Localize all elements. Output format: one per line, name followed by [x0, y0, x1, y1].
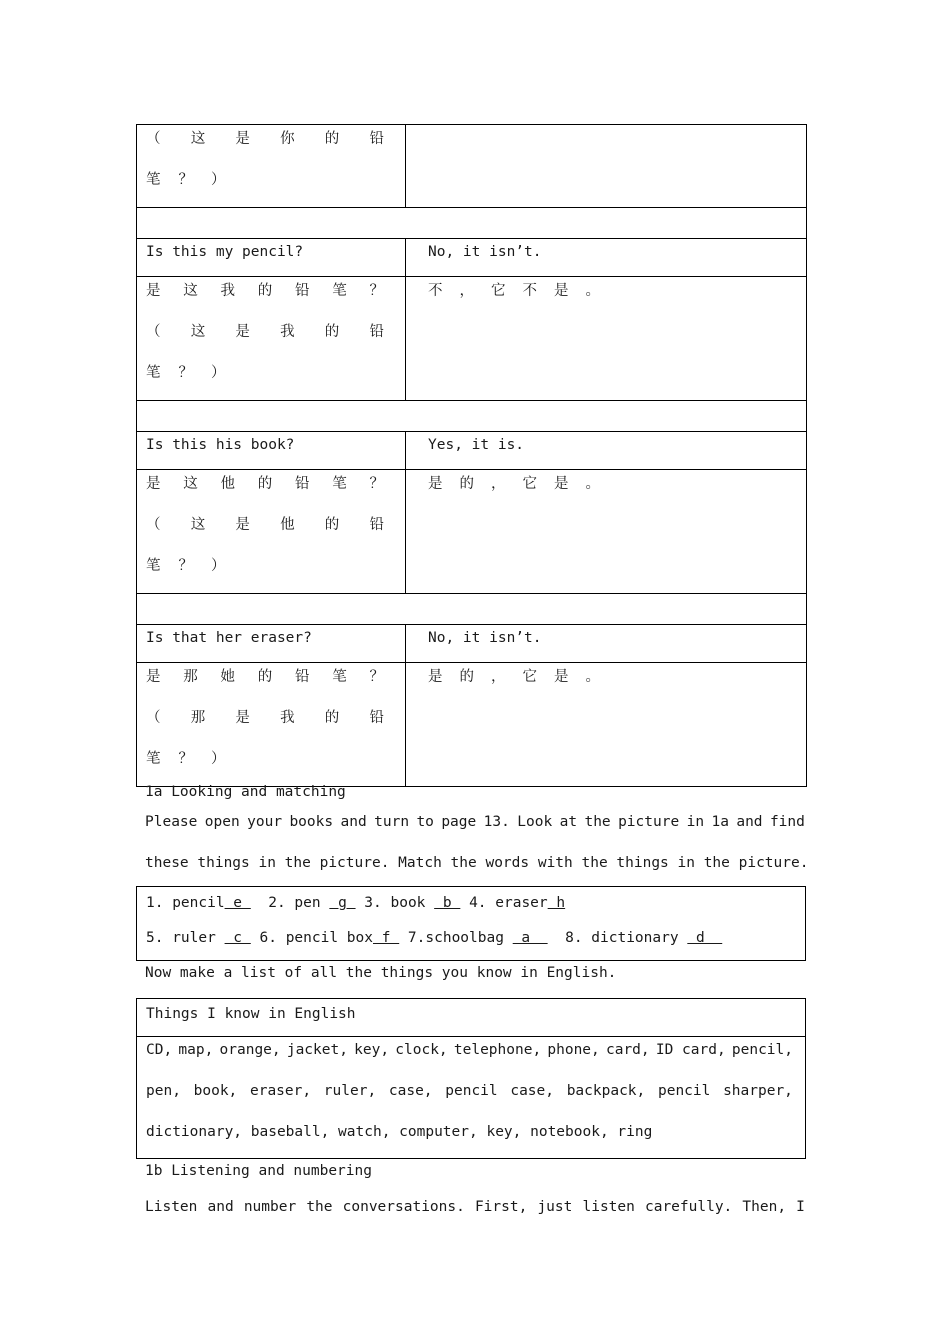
text-token: orange, — [219, 1042, 281, 1058]
answer-en: No, it isn’t. — [428, 244, 542, 260]
text-token: clock, — [395, 1042, 448, 1058]
text-token: 她 — [220, 669, 235, 685]
answer-blank[interactable]: a — [512, 930, 548, 946]
text-token: to — [416, 814, 434, 830]
text-token: 铅 — [295, 283, 310, 299]
text-token: map, — [178, 1042, 214, 1058]
text-token: ？ — [178, 172, 193, 188]
text-token: 是 — [235, 324, 250, 340]
text-token: 。 — [585, 669, 600, 685]
things-line — [146, 1078, 793, 1104]
things-line: dictionary, baseball, watch, computer, key, notebook, ring — [146, 1124, 653, 1140]
table-row — [137, 239, 807, 277]
text-token: 不 — [428, 283, 443, 299]
text-token: 铅 — [295, 669, 310, 685]
text-token: 他 — [220, 476, 235, 492]
text-token: 笔 — [146, 365, 161, 381]
text-token: Look — [517, 814, 553, 830]
text-token: Please — [145, 814, 198, 830]
answer-en-cell — [406, 625, 807, 663]
table-row — [137, 277, 807, 401]
match-line-2: 5. ruler c 6. pencil box f 7.schoolbag a 8. dictionary d — [146, 930, 723, 946]
question-en: Is that her eraser? — [146, 630, 312, 646]
text-token: Listen — [145, 1199, 198, 1215]
answer-en-cell — [406, 432, 807, 470]
text-token: the — [584, 814, 611, 830]
text-token: 这 — [190, 324, 206, 340]
text-token: 是 — [235, 710, 250, 726]
text-token: ruler, — [323, 1083, 377, 1099]
text-token: 那 — [190, 710, 206, 726]
text-token: 是 — [554, 476, 569, 492]
text-token: case, — [510, 1083, 554, 1099]
text-token: 的 — [257, 283, 273, 299]
text-token: pencil — [657, 1083, 711, 1099]
text-token: 是 — [428, 669, 443, 685]
text-token: 的 — [324, 324, 340, 340]
text-token: 它 — [522, 476, 537, 492]
dialogue-table — [136, 124, 807, 787]
question-en: Is this my pencil? — [146, 244, 304, 260]
answer-blank[interactable]: c — [224, 930, 251, 946]
answer-blank[interactable]: e — [224, 895, 251, 911]
text-token: 。 — [585, 283, 600, 299]
text-token: 这 — [190, 517, 206, 533]
answer-en: Yes, it is. — [428, 437, 525, 453]
text-token: 是 — [146, 476, 161, 492]
text-token: ， — [491, 476, 506, 492]
answer-blank[interactable]: b — [434, 895, 461, 911]
text-token: ？ — [178, 365, 193, 381]
section-1a-title: 1a Looking and matching — [145, 784, 346, 800]
question-en-cell — [137, 432, 406, 470]
text-token: pencil — [445, 1083, 498, 1099]
text-token: ？ — [369, 669, 384, 685]
question-en-cell — [137, 625, 406, 663]
text-token: telephone, — [453, 1042, 542, 1058]
text-token: 是 — [235, 517, 250, 533]
text-token: （ — [146, 131, 161, 147]
things-line — [146, 1037, 793, 1063]
text-token: ） — [211, 172, 226, 188]
instruction-line: these things in the picture. Match the words with the things in the picture. — [145, 855, 809, 871]
text-token: 我 — [280, 324, 295, 340]
text-token: First, — [474, 1199, 528, 1215]
text-token: open — [204, 814, 240, 830]
table-row — [137, 125, 807, 208]
text-token: key, — [354, 1042, 390, 1058]
text-token: 这 — [190, 131, 206, 147]
question-en-cell — [137, 239, 406, 277]
text-token: in — [686, 814, 705, 830]
answer-zh-cell — [406, 125, 807, 208]
text-token: jacket, — [286, 1042, 348, 1058]
instruction-line — [145, 1187, 805, 1228]
text-token: book, — [193, 1083, 238, 1099]
text-token: 这 — [183, 476, 198, 492]
zh-line — [146, 318, 396, 359]
text-token: pencil, — [731, 1042, 793, 1058]
text-token: ， — [459, 283, 474, 299]
text-token: and — [340, 814, 367, 830]
text-token: （ — [146, 710, 161, 726]
text-token: number — [243, 1199, 297, 1215]
answer-blank[interactable]: d — [687, 930, 723, 946]
things-header-row — [137, 999, 805, 1037]
zh-line — [146, 470, 396, 511]
text-token: 13. — [483, 814, 510, 830]
text-token: 的 — [257, 476, 273, 492]
text-token: 的 — [257, 669, 273, 685]
answer-blank[interactable]: f — [373, 930, 400, 946]
answer-zh-cell — [406, 470, 807, 594]
text-token: ？ — [178, 558, 193, 574]
text-token: 是 — [235, 131, 250, 147]
match-line-1: 1. pencil e 2. pen g 3. book b 4. eraser h — [146, 895, 566, 911]
text-token: 你 — [280, 131, 295, 147]
zh-line — [146, 166, 396, 207]
text-token: 笔 — [146, 558, 161, 574]
text-token: ？ — [369, 476, 384, 492]
text-token: just — [537, 1199, 573, 1215]
text-token: listen — [582, 1199, 635, 1215]
text-token: your — [247, 814, 283, 830]
zh-line — [428, 663, 797, 704]
text-token: and — [736, 814, 763, 830]
zh-line — [146, 663, 396, 704]
text-token: 铅 — [369, 517, 384, 533]
text-token: turn — [374, 814, 410, 830]
text-token: 笔 — [146, 172, 161, 188]
zh-line — [146, 125, 396, 166]
text-token: 我 — [220, 283, 235, 299]
text-token: find — [769, 814, 805, 830]
text-token: 它 — [522, 669, 537, 685]
text-token: 铅 — [369, 710, 384, 726]
question-zh-cell — [137, 277, 406, 401]
text-token: 他 — [280, 517, 295, 533]
text-token: backpack, — [566, 1083, 646, 1099]
text-token: conversations. — [342, 1199, 465, 1215]
text-token: carefully. — [644, 1199, 733, 1215]
answer-en: No, it isn’t. — [428, 630, 542, 646]
table-row — [137, 432, 807, 470]
text-token: 的 — [324, 131, 340, 147]
separator-row — [137, 594, 807, 625]
text-token: CD, — [146, 1042, 173, 1058]
text-token: 是 — [554, 669, 569, 685]
zh-line — [146, 359, 396, 400]
text-token: 是 — [146, 283, 161, 299]
text-token: card, — [605, 1042, 650, 1058]
text-token: 的 — [459, 669, 474, 685]
text-token: picture — [618, 814, 680, 830]
text-token: Then, — [742, 1199, 787, 1215]
text-token: 。 — [585, 476, 600, 492]
text-token: （ — [146, 324, 161, 340]
things-header: Things I know in English — [146, 1006, 356, 1022]
table-row — [137, 625, 807, 663]
text-token: ， — [491, 669, 506, 685]
matching-answer-box — [136, 886, 806, 961]
zh-line — [146, 704, 396, 745]
list-prompt: Now make a list of all the things you know in English. — [145, 965, 617, 981]
zh-line — [146, 511, 396, 552]
zh-line — [146, 552, 396, 593]
answer-en-cell — [406, 239, 807, 277]
text-token: sharper, — [723, 1083, 793, 1099]
text-token: ID card, — [655, 1042, 726, 1058]
text-token: ？ — [178, 751, 193, 767]
instruction-line — [145, 802, 805, 843]
text-token: books — [289, 814, 334, 830]
text-token: 笔 — [146, 751, 161, 767]
text-token: 不 — [522, 283, 537, 299]
answer-zh-cell — [406, 277, 807, 401]
text-token: ） — [211, 751, 226, 767]
text-token: 的 — [459, 476, 474, 492]
text-token: 那 — [183, 669, 198, 685]
text-token: 是 — [146, 669, 161, 685]
text-token: 铅 — [369, 324, 384, 340]
text-token: pen, — [146, 1083, 181, 1099]
text-token: 是 — [554, 283, 569, 299]
text-token: 是 — [428, 476, 443, 492]
text-token: ？ — [369, 283, 384, 299]
text-token: 铅 — [369, 131, 384, 147]
zh-line — [146, 277, 396, 318]
text-token: phone, — [547, 1042, 600, 1058]
text-token: 它 — [491, 283, 506, 299]
separator-row — [137, 208, 807, 239]
text-token: ） — [211, 365, 226, 381]
text-token: case, — [388, 1083, 433, 1099]
text-token: 的 — [324, 710, 340, 726]
text-token: 的 — [324, 517, 340, 533]
answer-blank[interactable]: h — [547, 895, 566, 911]
text-token: at — [559, 814, 578, 830]
text-token: I — [796, 1199, 805, 1215]
section-1b-title: 1b Listening and numbering — [145, 1163, 372, 1179]
question-zh-cell — [137, 470, 406, 594]
text-token: the — [306, 1199, 333, 1215]
text-token: ） — [211, 558, 226, 574]
answer-zh-cell — [406, 663, 807, 787]
text-token: 笔 — [332, 476, 347, 492]
text-token: eraser, — [249, 1083, 312, 1099]
things-list-box — [136, 998, 806, 1159]
table-row — [137, 470, 807, 594]
question-zh-cell — [137, 663, 406, 787]
separator-row — [137, 401, 807, 432]
text-token: 这 — [183, 283, 198, 299]
zh-line — [428, 470, 797, 511]
text-token: 笔 — [332, 283, 347, 299]
text-token: page — [441, 814, 477, 830]
text-token: 铅 — [295, 476, 310, 492]
text-token: 笔 — [332, 669, 347, 685]
question-zh-cell — [137, 125, 406, 208]
table-row — [137, 663, 807, 787]
text-token: （ — [146, 517, 161, 533]
text-token: 1a — [711, 814, 729, 830]
answer-blank[interactable]: g — [329, 895, 356, 911]
zh-line — [428, 277, 797, 318]
text-token: and — [207, 1199, 234, 1215]
text-token: 我 — [280, 710, 295, 726]
question-en: Is this his book? — [146, 437, 295, 453]
